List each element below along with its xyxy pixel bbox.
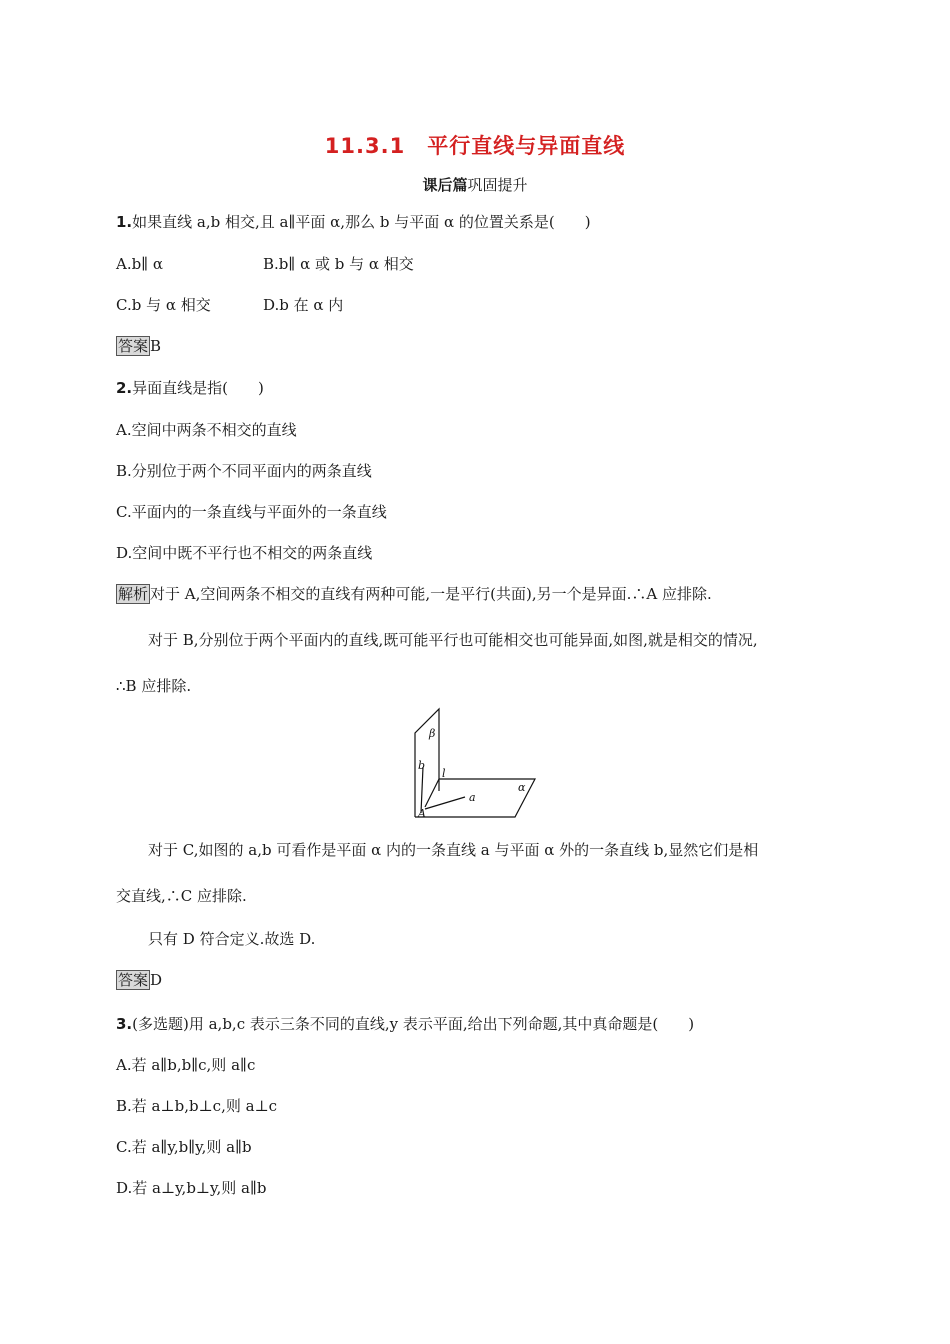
question-number: 3.: [116, 1015, 133, 1033]
question-3: [116, 1014, 694, 1034]
q1-option-a: A.b∥ α: [116, 255, 164, 273]
section-subtitle: [0, 174, 950, 195]
label-a: a: [469, 791, 476, 804]
q2-option-a: A.空间中两条不相交的直线: [116, 421, 297, 439]
question-1: [116, 212, 591, 232]
q2-analysis-3-cont: 交直线,∴C 应排除.: [116, 887, 247, 905]
question-number: 2.: [116, 379, 133, 397]
answer-value: B: [150, 337, 162, 355]
q3-option-b: B.若 a⊥b,b⊥c,则 a⊥c: [116, 1097, 278, 1115]
question-text: (多选题)用 a,b,c 表示三条不同的直线,y 表示平面,给出下列命题,其中真命题是( ): [132, 1015, 695, 1033]
question-text: 如果直线 a,b 相交,且 a∥平面 α,那么 b 与平面 α 的位置关系是( ): [132, 213, 591, 231]
q2-option-b: B.分别位于两个不同平面内的两条直线: [116, 462, 372, 480]
answer-value: D: [150, 971, 163, 989]
q1-option-b: B.b∥ α 或 b 与 α 相交: [263, 255, 414, 273]
q3-option-c: C.若 a∥y,b∥y,则 a∥b: [116, 1138, 252, 1156]
q2-analysis-4: 只有 D 符合定义.故选 D.: [148, 930, 316, 948]
q2-analysis-2: 对于 B,分别位于两个平面内的直线,既可能平行也可能相交也可能异面,如图,就是相交的情况,: [148, 631, 758, 649]
question-text: 异面直线是指( ): [132, 379, 264, 397]
q1-option-d: D.b 在 α 内: [263, 296, 344, 314]
q1-answer: [116, 336, 161, 356]
analysis-text: 对于 A,空间两条不相交的直线有两种可能,一是平行(共面),另一个是异面.∴A 应排除.: [150, 585, 712, 603]
analysis-tag: 解析: [118, 585, 149, 603]
page-title: 11.3.1 平行直线与异面直线: [324, 134, 626, 158]
line-l: [425, 779, 439, 807]
q2-analysis-3: 对于 C,如图的 a,b 可看作是平面 α 内的一条直线 a 与平面 α 外的一条直线 b,显然它们是相: [148, 841, 759, 859]
q2-analysis-2-cont: ∴B 应排除.: [116, 677, 192, 695]
question-2: [116, 378, 264, 398]
question-number: 1.: [116, 213, 133, 231]
line-a: [425, 797, 465, 809]
label-beta: β: [429, 727, 436, 740]
q2-analysis-1: [116, 584, 712, 604]
subtitle-bold: 课后篇: [422, 176, 468, 194]
q2-option-d: D.空间中既不平行也不相交的两条直线: [116, 544, 373, 562]
label-l: l: [442, 767, 446, 780]
q1-option-c: C.b 与 α 相交: [116, 296, 211, 314]
q3-option-a: A.若 a∥b,b∥c,则 a∥c: [116, 1056, 256, 1074]
answer-tag: 答案: [118, 971, 149, 989]
answer-tag: 答案: [118, 337, 149, 355]
planes-figure: [405, 705, 545, 823]
q2-answer: [116, 970, 162, 990]
q3-option-d: D.若 a⊥y,b⊥y,则 a∥b: [116, 1179, 267, 1197]
label-alpha: α: [518, 781, 526, 794]
subtitle-rest: 巩固提升: [467, 176, 528, 194]
label-point-a: A: [418, 807, 426, 820]
label-b: b: [418, 759, 426, 772]
q2-option-c: C.平面内的一条直线与平面外的一条直线: [116, 503, 387, 521]
